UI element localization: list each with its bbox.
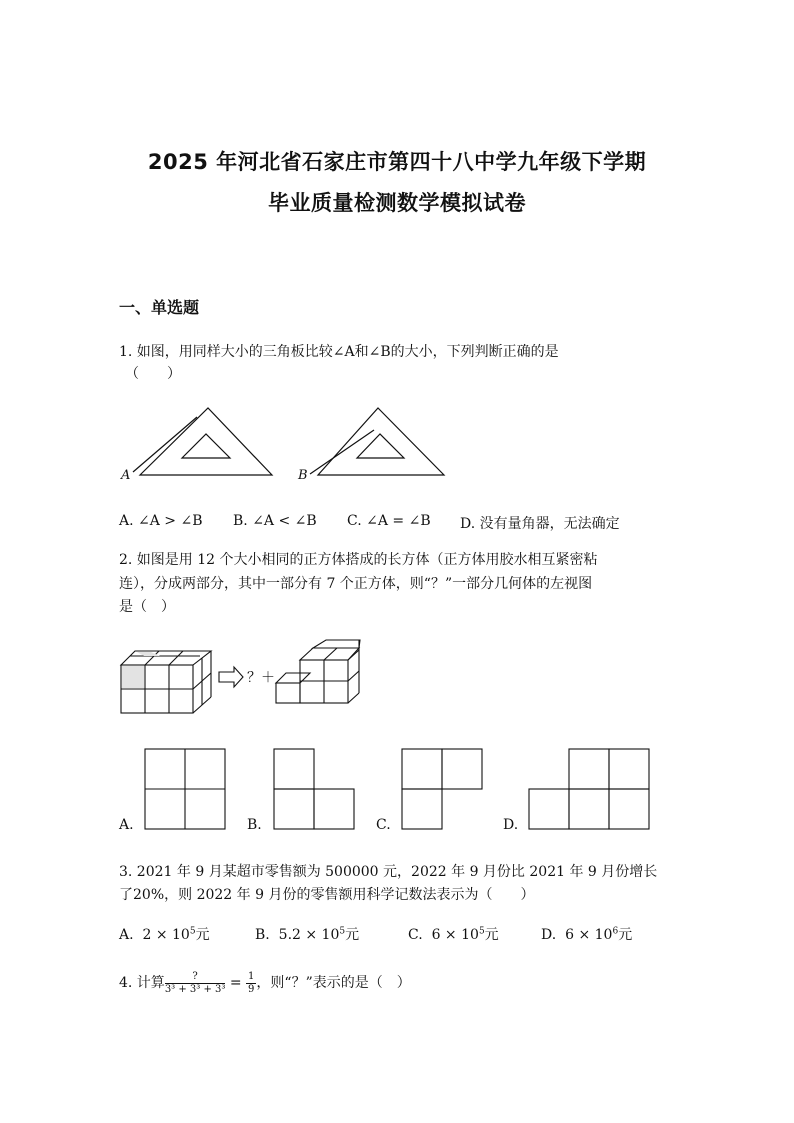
q2-text-line1: 2. 如图是用 12 个大小相同的正方体搭成的长方体（正方体用胶水相互紧密粘	[119, 552, 598, 568]
q3-option-c[interactable]: C. $6 \times 10^5$元	[408, 926, 499, 943]
q2-option-a-label[interactable]: A.	[119, 817, 134, 833]
q1-label-b: B	[298, 468, 308, 483]
q2-option-b-label[interactable]: B.	[247, 817, 262, 833]
q1-text-line2: （ ）	[125, 366, 181, 382]
page-title-line2: 毕业质量检测数学模拟试卷	[268, 191, 526, 215]
q3-text-line2: 了20%，则 2022 年 9 月份的零售额用科学记数法表示为（ ）	[119, 887, 535, 903]
q3-option-d[interactable]: D. $6 \times 10^6$元	[541, 926, 633, 943]
q4-text: 4. 计算 $\frac{?}{\text{3³ + 3³ + 3³}}$ = $\frac{1}{9}$ ，则“？”表示的是（ ）	[119, 970, 411, 995]
q2-figure-text: ？＋	[247, 670, 275, 686]
q2-text-line3: 是（ ）	[119, 599, 175, 615]
q1-option-b[interactable]: B. ∠A < ∠B	[233, 513, 317, 529]
q2-option-d-label[interactable]: D.	[503, 817, 519, 833]
q2-option-c-label[interactable]: C.	[376, 817, 391, 833]
q1-label-a: A	[121, 468, 131, 483]
q3-option-a[interactable]: A. $2 \times 10^5$元	[119, 926, 210, 943]
q3-option-b[interactable]: B. $5.2 \times 10^5$元	[255, 926, 360, 943]
q2-text-line2: 连），分成两部分，其中一部分有 7 个正方体，则“？”一部分几何体的左视图	[119, 576, 593, 592]
q1-option-a[interactable]: A. ∠A > ∠B	[119, 513, 203, 529]
section-heading: 一、单选题	[119, 298, 200, 317]
q4-fraction-left: $\frac{?}{\text{3³ + 3³ + 3³}}$	[164, 970, 226, 995]
q1-text-line1: 1. 如图，用同样大小的三角板比较∠A和∠B的大小，下列判断正确的是	[119, 344, 559, 360]
page-title-line1: 2025 年河北省石家庄市第四十八中学九年级下学期	[147, 150, 647, 174]
q4-fraction-right: $\frac{1}{9}$	[248, 970, 255, 995]
q3-text-line1: 3. 2021 年 9 月某超市零售额为 500000 元，2022 年 9 月份比 2021 年 9 月份增长	[119, 864, 658, 880]
q1-option-d[interactable]: D. 没有量角器，无法确定	[460, 516, 620, 532]
q1-option-c[interactable]: C. ∠A = ∠B	[347, 513, 431, 529]
